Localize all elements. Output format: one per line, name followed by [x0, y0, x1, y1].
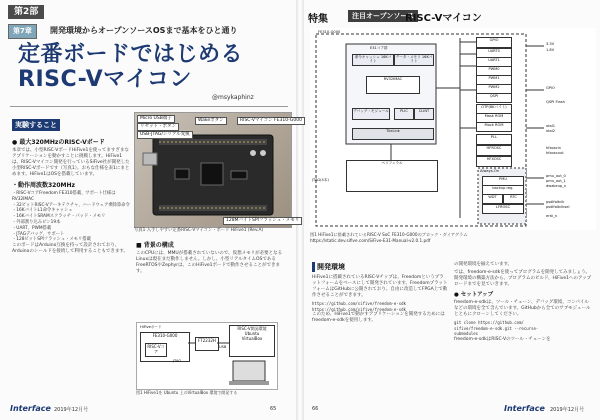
label-hifive: HiFiveボード — [140, 325, 162, 329]
pin-pmu-out-1: pmu_out_1 — [546, 179, 566, 183]
box-host — [229, 325, 275, 357]
spec-item: ・16KバイトL1命令キャッシュ — [12, 208, 73, 214]
label-jtag: JTAG(4本) — [312, 178, 329, 182]
url-line: https://github.com/sifive/freedom-e-sdk — [312, 301, 406, 306]
spec-item: ・32ビットRISC-Vアーキテクチャ、ハードウェア乗除算命令 — [12, 202, 130, 208]
dev-setup-diagram — [136, 322, 278, 390]
title-line-1: 定番ボードではじめる — [18, 42, 244, 67]
spec-list — [12, 191, 130, 243]
pin-dwakeup: dwakeup_n — [546, 184, 567, 188]
photo-caption: 写真1 入手しやすい定番RISC-Vマイコン・ボード HiFive1 (Rev.A) — [134, 228, 264, 233]
box-maskrom: Mask ROM — [476, 113, 512, 123]
command-line: submodules — [454, 331, 479, 336]
paragraph: freedom-e-sdkはRISC-Vのツール・チェーンを — [454, 336, 551, 342]
pin-v18: 1.8V — [546, 48, 555, 52]
section-heading-dev: 開発環境 — [312, 262, 448, 272]
paragraph: HiFive1に搭載されているRISC-Vチップは、Freedomというプラットフォームをベースにして開発されています。FreedomプラットフォームはGitHubに公開されており、自由に改造してFPGA上で動作させることができます。 — [312, 275, 448, 298]
pin-xtal1: xtal1 — [546, 124, 556, 128]
pin-xtal2: xtal2 — [546, 129, 556, 133]
section-heading-2: ■ 背景の構成 — [136, 242, 174, 249]
left-text-column — [12, 112, 130, 397]
label-wake: Wakeボタン — [195, 117, 227, 125]
feature-label: 特集 — [308, 14, 328, 25]
spec-item: ・JTAGデバッグ、サポート — [12, 231, 65, 237]
box-ftdi: FT2232H — [195, 337, 219, 351]
block-diagram — [310, 28, 596, 230]
box-wdt: WDT — [482, 194, 503, 204]
box-plic: PLIC — [394, 108, 414, 120]
box-clint: CLINT — [414, 108, 434, 120]
label-micro-usb: Micro USB端子 — [137, 115, 175, 123]
box-uart0: UART0 — [476, 48, 512, 58]
paragraph: の開発環境を揃えています。 — [454, 262, 513, 267]
box-pll: PLL — [476, 134, 512, 145]
paragraph: このCPUには、MMUが搭載されていないので、仮想メモリが必要となるLinuxは現在まだ動作しません。しかし、小型リアルタイムOSであるFreeRTOSやZephyrは、このHiFive1ボードで動作させることができます。 — [136, 251, 283, 274]
box-gcc: RISC-V開発環境 — [237, 326, 267, 331]
footer-date-right: 2019年12月号 — [550, 407, 585, 413]
box-pwm0: PWM0 — [476, 66, 512, 76]
paragraph: 本章では、小型RISC-VボードHiFive1を使ってますざまなアプリケーションを動かすことに挑戦します。HiFive1は、RISC-Vマイコン開発を行っているSiFive社が開発した小型RISC-Vボードです（写真1）。おもな仕様を表1にまとめます。HiFive1はOSを搭載しています。 — [12, 148, 130, 177]
right-text-column-b — [454, 262, 592, 400]
footer-date-left: 2019年12月号 — [54, 407, 89, 413]
spec-item: ・128ビットSPIフラッシュ・メモリ搭載 — [12, 237, 91, 243]
caption-url: https://static.dev.sifive.com/SiFive-E31-Manual-v2.0.1.pdf — [310, 237, 431, 243]
box-rtc: RTC — [503, 194, 524, 204]
label-riscv: RISC-Vマイコン FE310-G000 — [237, 117, 305, 125]
part-badge: 第2部 — [8, 5, 44, 19]
paragraph: では、freedom-e-sdkを使ってプログラムを開発してみましょう。開発環境の構築方法から、プログラムのビルド、HiFive1へのアップロードまでを見ていきます。 — [454, 270, 592, 287]
box-uart1: UART1 — [476, 57, 512, 67]
pin-hfxoscout: hfxoscout — [546, 151, 564, 155]
box-backup: backup reg. — [482, 185, 524, 195]
paragraph: このため、HiFive1で動かすアプリケーションを開発するためにはfreedom-e-sdkを使用します。 — [312, 312, 445, 323]
feature-title: RISC-Vマイコン — [405, 13, 482, 24]
box-hfrosc: HFROSC — [476, 145, 512, 156]
spec-heading: ・動作周波数320MHz — [12, 182, 76, 189]
box-pwm2: PWM2 — [476, 84, 512, 94]
box-ubuntu: Ubuntu — [244, 331, 260, 336]
label-aon: Always-On — [480, 169, 500, 173]
board-photo — [134, 112, 302, 228]
section-heading: 実験すること — [12, 119, 60, 131]
pin-psdlfaltclksel: psdlfaltclksel — [546, 205, 570, 209]
paragraph: freedom-e-sdkは、ツール・チェーン、デバッグ環境、コンパイルなどの環境を全て含んでいます。GitHubから全てのサブモジュールとともにクローンしてください。 — [454, 300, 591, 317]
label-flash: 128MバイトSPIフラッシュ・メモリ — [223, 217, 302, 225]
box-debug: デバッグ・モジュール — [352, 108, 390, 120]
box-otp: OTP(8Kバイト) — [476, 104, 512, 114]
spec-item: ・UART、PWM搭載 — [12, 225, 52, 231]
author-credit: @msykaphinz — [212, 94, 254, 101]
pin-spi-flash: QSPI Flash — [546, 100, 565, 104]
page-number-left: 65 — [270, 406, 277, 412]
sub-heading-setup: ● セットアップ — [454, 292, 494, 298]
label-jtag: JTAG — [173, 359, 182, 363]
label-fe310: FE310-G000 — [318, 30, 341, 34]
box-fe310-label: FE310-G000 — [152, 333, 178, 338]
box-riscv-core: RISC-Vコア — [145, 343, 167, 357]
pin-pmu-out-0: pmu_out_0 — [546, 174, 566, 178]
pin-erst: erst_n — [546, 214, 558, 218]
box-tilelink: TileLink — [352, 128, 434, 140]
title-divider — [10, 106, 288, 107]
url-line: https://github.com/sifive/freedom-e-sdk — [312, 306, 406, 312]
block-diagram-caption — [310, 232, 594, 243]
article-title — [18, 42, 288, 92]
feature-badge: 注目オープンソース — [348, 10, 418, 22]
page-gutter — [296, 0, 304, 420]
box-lfrosc: LFROSC — [482, 204, 524, 214]
chapter-badge: 第7章 — [8, 24, 37, 39]
command-line: sifive/freedom-e-sdk.git --recurse- — [454, 325, 539, 331]
spec-item: ・16KバイトSRAMスクラッチ・パッド・メモリ — [12, 214, 106, 220]
box-mockrom: Mock ROM — [476, 122, 512, 132]
box-qspi: QSPI — [476, 93, 512, 103]
footer-brand-left: Interface — [10, 404, 51, 413]
paragraph: このボードはArduino互換を持って設計されており、Arduinoのシールドを接続して利用することもできます。 — [12, 243, 128, 255]
right-text-column-a — [312, 262, 448, 400]
box-hfxosc: HFXOSC — [476, 156, 512, 167]
footer-brand-right: Interface — [504, 404, 545, 413]
page-number-right: 66 — [312, 406, 319, 412]
chapter-subtitle: 開発環境からオープンソースOSまで基本をひと通り — [50, 26, 238, 35]
spec-item: ・外部割り込みピン19本 — [12, 219, 61, 225]
label-e31core: E31コア群 — [370, 46, 388, 50]
mini-diagram-caption: 図1 HiFive1を Ubuntu 上のVirtualBox 環境で開発する — [136, 390, 238, 395]
box-rv32: RV32IMAC — [366, 76, 420, 94]
box-vbox: VirtualBox — [241, 336, 263, 341]
title-line-2: RISC-Vマイコン — [18, 67, 192, 92]
pin-hfxoscin: hfxoscin — [546, 146, 561, 150]
box-icache: 命令キャッシュ 16Kバイト — [352, 54, 394, 66]
sub-heading: ● 最大320MHzのRISC-Vボード — [12, 139, 105, 146]
box-pwm1: PWM1 — [476, 75, 512, 85]
command-line: git clone https://github.com/ — [454, 320, 524, 325]
spec-item: ・RISC-VコアFreedom FE310搭載、サポート仕様はRV32IMAC — [12, 191, 116, 202]
box-gpio: GPIO — [476, 37, 512, 48]
label-reset: リセット・ボタン — [137, 123, 179, 131]
caption-text: 図1 HiFive1に搭載されているRISC-V SoC FE310-G000のブロック・ダイアグラム — [310, 232, 468, 237]
box-dtim: データ・メモリ 16Kバイト — [394, 54, 434, 66]
label-usb-jtag: USB-JTAG/シリアル変換 — [137, 131, 193, 139]
pin-psdlfaltclk: psdlfaltclk — [546, 200, 565, 204]
pin-v33: 3.3V — [546, 42, 555, 46]
pin-gpio: GPIO — [546, 86, 555, 90]
box-periph: ペリフェラル — [346, 160, 438, 192]
box-pmu: PMU — [482, 176, 524, 186]
label-usb: USB — [219, 345, 227, 349]
